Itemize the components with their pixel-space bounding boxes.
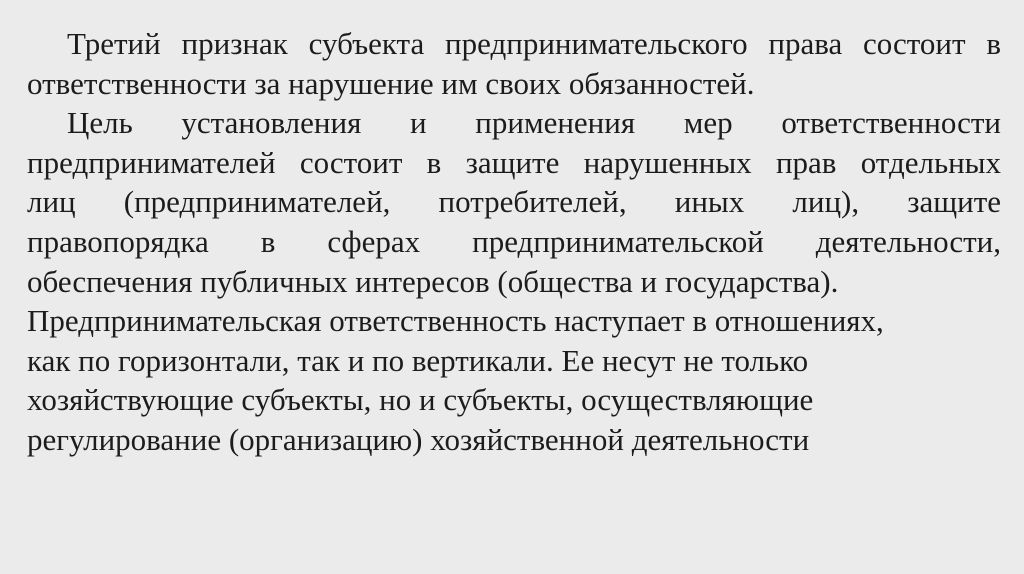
paragraph-line: Третий признак субъекта предпринимательского права состоит в <box>67 26 1001 61</box>
paragraph-line: обеспечения публичных интересов (общества и государства). <box>27 263 839 299</box>
paragraph-line: Предпринимательская ответственность наступает в отношениях, <box>27 303 884 339</box>
paragraph-2 <box>27 103 1001 301</box>
paragraph-1 <box>27 24 1001 103</box>
paragraph-line: лиц (предпринимателей, потребителей, иных лиц), защите <box>27 184 1001 220</box>
paragraph-line: как по горизонтали, так и по вертикали. Ее несут не только <box>27 342 809 378</box>
paragraph-line: регулирование (организацию) хозяйственной деятельности <box>27 421 810 457</box>
paragraph-3 <box>27 301 1001 459</box>
paragraph-line: Цель установления и применения мер ответственности <box>67 105 1001 141</box>
paragraph-line: предпринимателей состоит в защите нарушенных прав отдельных <box>27 144 1001 180</box>
paragraph-line: хозяйствующие субъекты, но и субъекты, осуществляющие <box>27 382 814 418</box>
body-text <box>27 24 1001 460</box>
paragraph-line: правопорядка в сферах предпринимательской деятельности, <box>27 223 1001 259</box>
paragraph-line: ответственности за нарушение им своих обязанностей. <box>27 65 755 101</box>
